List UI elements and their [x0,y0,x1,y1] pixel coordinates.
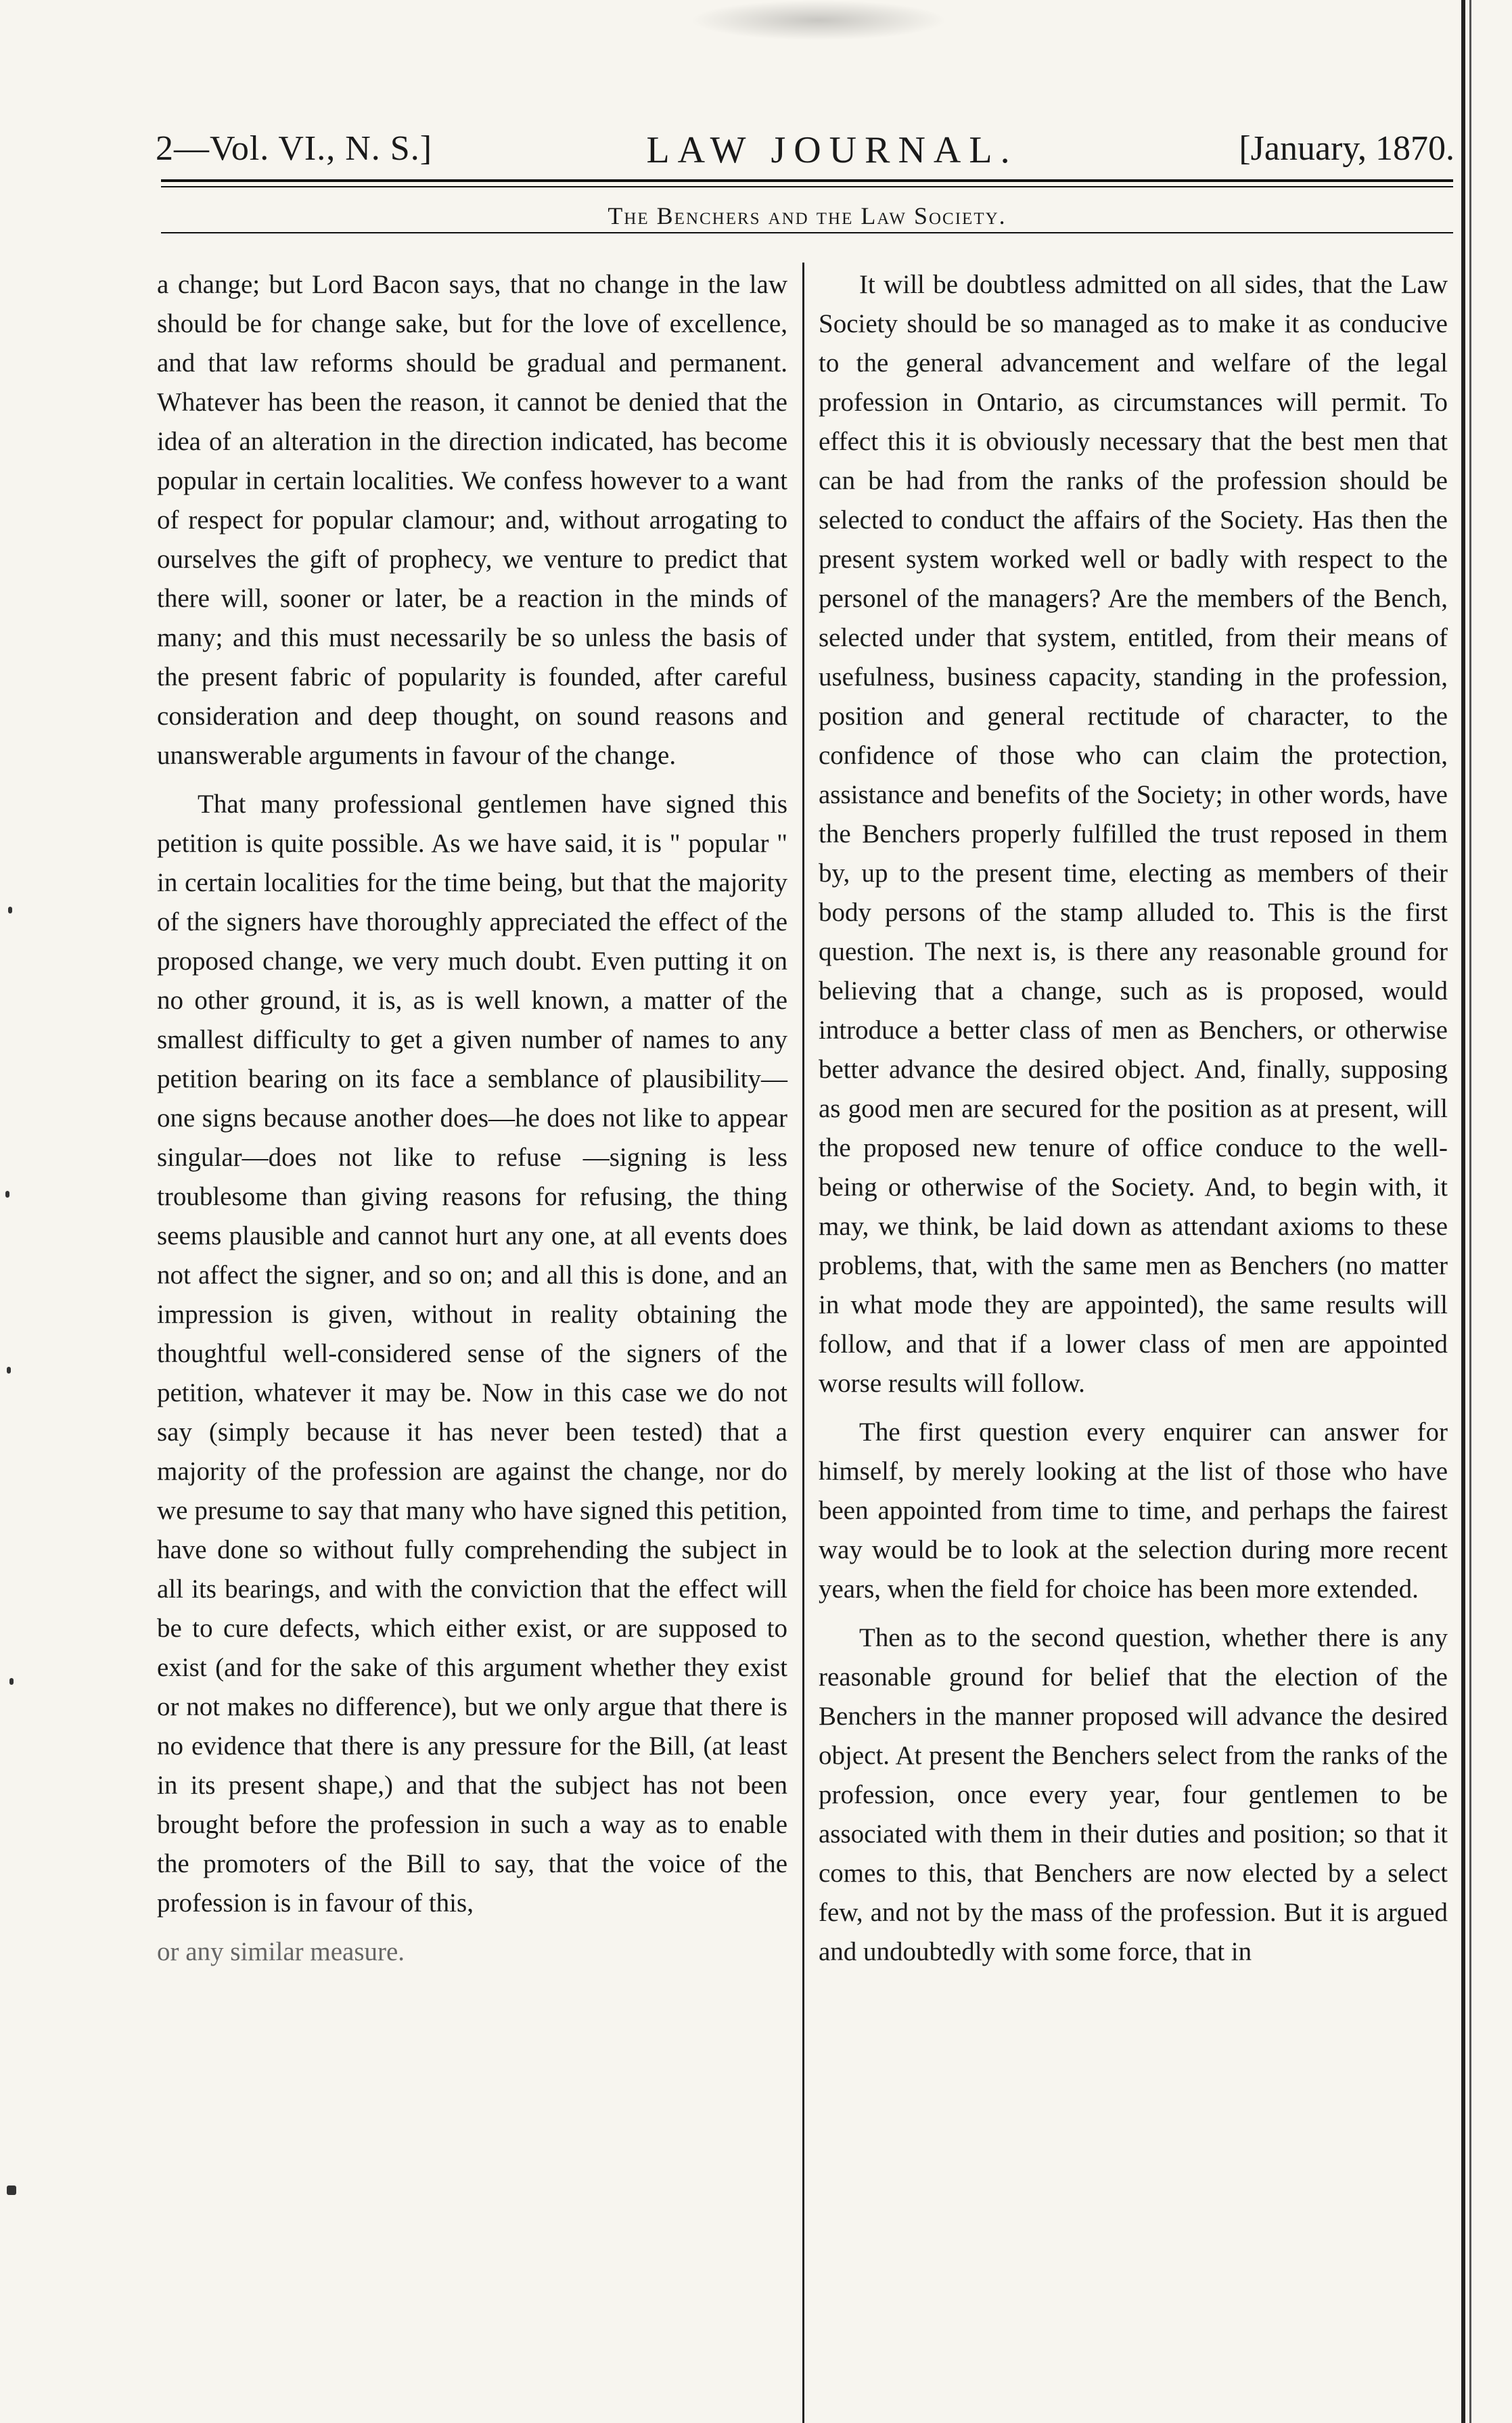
column-divider [802,263,804,2423]
volume-label: 2—Vol. VI., N. S.] [156,129,433,168]
section-rule [161,232,1453,233]
right-paragraph-1: It will be doubtless admitted on all sides, that the Law Society should be so managed as to make it as conducive to the general advancement and welfare of the legal profession in Ontario, as circumstances will permit. To effect this it is obviously necessary that the best men that can be had from the ranks of the profession should be selected to conduct the affairs of the Society. Has then the present system worked well or badly with respect to the personel of the managers? Are the members of the Bench, selected under that system, entitled, from their means of usefulness, business capacity, standing in the profession, position and general rectitude of character, to the confidence of those who can claim the protection, assistance and benefits of the Society; in other words, have the Benchers properly fulfilled the trust reposed in them by, up to the present time, electing as members of their body persons of the stamp alluded to. This is the first question. The next is, is there any reasonable ground for believing that a change, such as is proposed, would introduce a better class of men as Benchers, or otherwise better advance the desired object. And, finally, supposing as good men are secured for the position as at present, will the proposed new tenure of office conduce to the well-being or otherwise of the Society. And, to begin with, it may, we think, be laid down as attendant axioms to these problems, that, with the same men as Benchers (no matter in what mode they are appointed), the same results will follow, and that if a lower class of men are appointed worse results will follow. [819,270,1448,1398]
running-header [156,129,1454,183]
right-column [819,265,1448,1972]
section-title: The Benchers and the Law Society. [608,202,1007,229]
right-paragraph-2: The first question every enquirer can answer for himself, by merely looking at the list of those who have been appointed from time to time, and perhaps the fairest way would be to look at the selection during more recent years, when the field for choice has been more extended. [819,1418,1448,1604]
binding-edge [1461,0,1465,2423]
right-paragraph-3: Then as to the second question, whether there is any reasonable ground for belief that the election of the Benchers in the manner proposed will advance the desired object. At present the Benchers select from the ranks of the profession, once every year, four gentlemen to be associated with them in their duties and position; so that it comes to this, that Benchers are now elected by a select few, and not by the mass of the profession. But it is argued and undoubtedly with some force, that in [819,1623,1448,1966]
header-rule-thick [161,179,1453,182]
margin-speck [7,1367,11,1374]
scan-smudge [690,0,947,41]
margin-speck [8,907,12,913]
journal-title: LAW JOURNAL. [646,129,1018,171]
left-last-line: or any similar measure. [157,1937,405,1966]
margin-speck [5,1191,9,1198]
left-column [157,265,787,1972]
binding-edge-inner [1469,0,1471,2423]
left-paragraph-2: That many professional gentlemen have signed this petition is quite possible. As we have said, it is " popular " in certain localities for the time being, but that the majority of the signers have thoroughly appreciated the effect of the proposed change, we very much doubt. Even putting it on no other ground, it is, as is well known, a matter of the smallest difficulty to get a given number of names to any petition bearing on its face a semblance of plausibility—one signs because another does—he does not like to appear singular—does not like to refuse —signing is less troublesome than giving reasons for refusing, the thing seems plausible and cannot hurt any one, at all events does not affect the signer, and so on; and all this is done, and an impression is given, without in reality obtaining the thoughtful well-considered sense of the signers of the petition, whatever it may be. Now in this case we do not say (simply because it has never been tested) that a majority of the profession are against the change, nor do we presume to say that many who have signed this petition, have done so without fully comprehending the subject in all its bearings, and with the conviction that the effect will be to cure defects, which either exist, or are supposed to exist (and for the sake of this argument whether they exist or not makes no difference), but we only argue that there is no evidence that there is any pressure for the Bill, (at least in its present shape,) and that the subject has not been brought before the profession in such a way as to enable the promoters of the Bill to say, that the voice of the profession is in favour of this, [157,790,787,1918]
margin-speck [9,1678,14,1685]
header-rule-thin [161,186,1453,187]
left-paragraph-1: a change; but Lord Bacon says, that no change in the law should be for change sake, but for the love of excellence, and that law reforms should be gradual and permanent. Whatever has been the reason, it cannot be denied that the idea of an alteration in the direction indicated, has become popular in certain localities. We confess however to a want of respect for popular clamour; and, without arrogating to ourselves the gift of prophecy, we venture to predict that there will, sooner or later, be a reaction in the minds of many; and this must necessarily be so unless the basis of the present fabric of popularity is founded, after careful consideration and deep thought, on sound reasons and unanswerable arguments in favour of the change. [157,270,787,770]
issue-date: [January, 1870. [1239,129,1454,168]
margin-speck [7,2186,16,2195]
